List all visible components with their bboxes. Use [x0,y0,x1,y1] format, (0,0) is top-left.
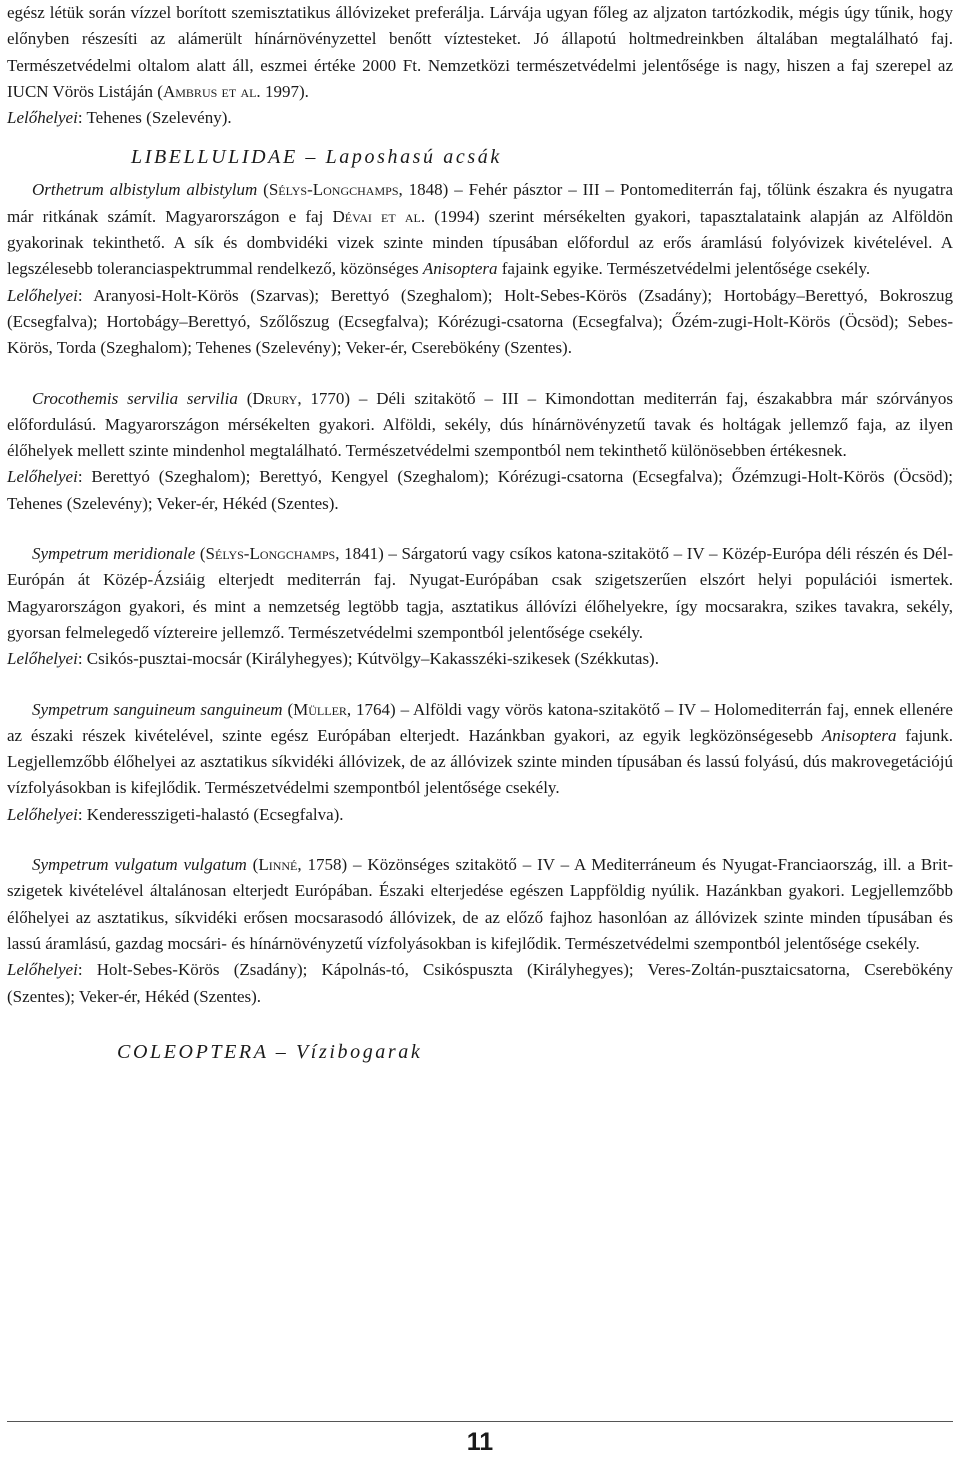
author-open: ( [237,388,253,408]
localities-text: : Aranyosi-Holt-Körös (Szarvas); Berettyó (Szeghalom); Holt-Sebes-Körös (Zsadány); Hortobágy–Berettyó, Bokroszug (Ecsegfalva); Hortobágy–Berettyó, Szőlőszug (Ecsegfalva); Kórézugi-csatorna (Ecsegfalva); Őzém-zugi-Holt-Körös (Öcsöd); Sebes-Körös, Torda (Szeghalom); Tehenes (Szelevény); Veker-ér, Cserebökény (Szentes). [7,285,953,358]
species-description-end: fajaink egyike. Természetvédelmi jelentősége csekély. [497,259,871,279]
localities-label: Lelőhelyei [7,285,78,305]
footer-divider [7,1421,953,1422]
page-number: 11 [466,1428,494,1456]
localities-text: : Kenderesszigeti-halastó (Ecsegfalva). [77,804,344,824]
section-heading-libellulidae: LIBELLULIDAE – Laposhasú acsák [131,146,502,169]
species-description: , 1764) – Alföldi vagy vörös katona-szitakötő – IV – Holomediterrán faj, ennek ellenére az északi részek kivételével, szinte egész Európában elterjedt. Hazánkban gyakori, az egyik legközönségesebb [7,699,953,745]
localities-label: Lelőhelyei [7,649,78,669]
localities-text: : Berettyó (Szeghalom); Berettyó, Kengyel (Szeghalom); Kórézugi-csatorna (Ecsegfalva); Őzémzugi-Holt-Körös (Öcsöd); Tehenes (Szelevény); Veker-ér, Hékéd (Szentes). [7,467,953,513]
species-author: Müller [293,699,347,719]
species-description: , 1841) – Sárgatorú vagy csíkos katona-szitakötő – IV – Közép-Európa déli részén és Dél- Európán át Közép-Ázsiáig elterjedt mediterrán faj. Nyugat-Európában csak szigetszerűen elszórt helyi populációi ismertek. Magyarországon gyakori, és mint a nemzetség legtöbb tagja, asztatikus állóvízi élőhelyekre, így mocsarakra, szikes tavakra, sekély, gyorsan felmelegedő víztereire jellemző. Természetvédelmi szempontból jelentősége csekély. [7,544,953,642]
species-entry [7,697,953,802]
species-author: Sélys-Longchamps [268,180,399,200]
localities-label: Lelőhelyei [7,960,78,980]
species-description: , 1848) – Fehér pásztor – III – Pontomediterrán faj, tőlünk északra és nyugatra már ritkának számít. Magyarországon e faj [7,180,953,226]
species-entry [7,386,953,465]
species-localities [7,283,953,362]
localities-text: : Tehenes (Szelevény). [77,108,232,128]
author-open: ( [257,180,269,200]
author-open: ( [195,544,206,564]
taxon-word: Anisoptera [821,725,897,745]
intro-citation-year: 1997). [260,81,309,101]
intro-citation: Ambrus et al. [162,81,261,101]
species-localities [7,957,953,1010]
intro-paragraph [7,0,953,105]
species-name: Orthetrum albistylum albistylum [32,180,258,200]
species-description: , 1770) – Déli szitakötő – III – Kimondottan mediterrán faj, északabbra már szórványos előfordulású. Magyarországon mérsékelten gyakori. Alföldi, sekély, dús hínárnövényzetű tavak és holtágak jellemző faja, az ilyen élőhelyek mellett szinte mindenhol megtalálható. Természetvédelmi szempontból nem tekinthető különösebben értékesnek. [7,388,953,461]
species-description-end: fajunk. Legjellemzőbb élőhelyei az asztatikus síkvidéki állóvizek, de az állóvizek szinte minden típusában és lassú folyású, dús makrovegetációjú vízfolyásokban is kifejlődik. Természetvédelmi szempontból jelentősége csekély. [7,725,954,798]
author-open: ( [246,855,259,875]
localities-text: : Csikós-pusztai-mocsár (Királyhegyes); Kútvölgy–Kakasszéki-szikesek (Székkutas). [77,649,659,669]
intro-text: egész létük során vízzel borított szemisztatikus állóvizeket preferálja. Lárvája ugyan főleg az aljzaton tartózkodik, mégis úgy tűnik, hogy előnyben részesíti az alámerült hínárnövényzettel benőtt víztesteket. Jó állapotú holtmedreinkben általában megtalálható faj. Természetvédelmi oltalom alatt áll, eszmei értéke 2000 Ft. Nemzetközi természetvédelmi jelentősége is nagy, hiszen a faj szerepel az IUCN Vörös Listáján ( [7,3,953,101]
species-author: Linné [258,855,298,875]
intro-localities [7,105,953,131]
species-name: Sympetrum sanguineum sanguineum [32,699,283,719]
species-citation: Dévai et al. [332,206,426,226]
localities-label: Lelőhelyei [7,804,78,824]
species-name: Sympetrum meridionale [32,544,196,564]
species-name: Crocothemis servilia servilia [32,388,238,408]
species-entry [7,852,953,957]
species-localities [7,464,953,517]
species-description: , 1758) – Közönséges szitakötő – IV – A Mediterráneum és Nyugat-Franciaország, ill. a Brit-szigetek kivételével általánosan elterjedt Európában. Északi elterjedése egészen Lappföldig nyúlik. Hazánkban gyakori. Legjellemzőbb élőhelyei az asztatikus, síkvidéki erősen mocsarasodó állóvizek, de az előző fajhoz hasonlóan az állóvizek szinte minden típusában és lassú áramlású, gazdag mocsári- és hínárnövényzetű vízfolyásokban is kifejlődik. Természetvédelmi szempontból jelentősége csekély. [7,855,953,953]
species-author: Drury [252,388,298,408]
species-name: Sympetrum vulgatum vulgatum [32,855,247,875]
taxon-word: Anisoptera [422,259,498,279]
species-localities [7,646,953,672]
localities-text: : Holt-Sebes-Körös (Zsadány); Kápolnás-tó, Csikóspuszta (Királyhegyes); Veres-Zoltán-pusztaicsatorna, Cserebökény (Szentes); Veker-ér, Hékéd (Szentes). [7,960,953,1006]
species-entry [7,541,953,646]
section-heading-coleoptera: COLEOPTERA – Vízibogarak [117,1040,423,1063]
localities-label: Lelőhelyei [7,467,78,487]
species-author: Sélys-Longchamps [205,544,336,564]
species-entry [7,177,953,282]
species-localities [7,802,953,828]
localities-label: Lelőhelyei [7,108,78,128]
author-open: ( [282,699,294,719]
document-page [7,0,953,1066]
species-description-cont: (1994) szerint mérsékelten gyakori, tapasztalataink alapján az Alföldön gyakorinak tekinthető. A sík és dombvidéki vizek szinte minden típusában előfordul az erős áramlású folyóvizek kivételével. A legszélesebb toleranciaspektrummal rendelkező, közönséges [7,206,954,279]
